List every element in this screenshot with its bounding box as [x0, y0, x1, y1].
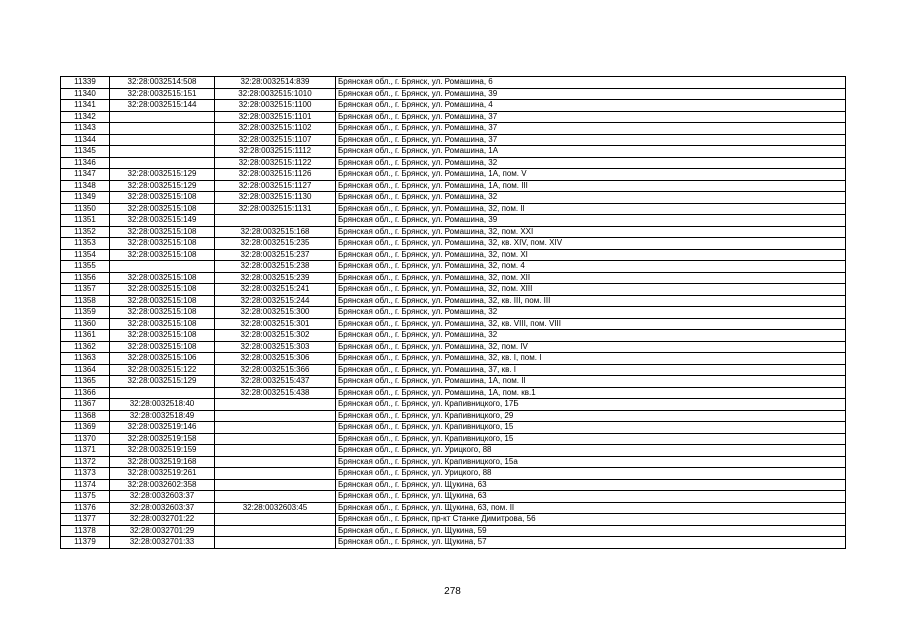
parcel-number-cell: 32:28:0032519:261 — [110, 468, 215, 480]
table-row — [61, 445, 846, 457]
row-number-cell: 11363 — [61, 353, 110, 365]
table-row — [61, 295, 846, 307]
row-number-cell: 11342 — [61, 111, 110, 123]
object-number-cell — [215, 479, 336, 491]
address-cell: Брянская обл., г. Брянск, ул. Ромашина, 32, кв. XIV, пом. XIV — [336, 238, 846, 250]
row-number-cell: 11347 — [61, 169, 110, 181]
parcel-number-cell: 32:28:0032519:146 — [110, 422, 215, 434]
object-number-cell: 32:28:0032515:235 — [215, 238, 336, 250]
parcel-number-cell: 32:28:0032701:22 — [110, 514, 215, 526]
parcel-number-cell: 32:28:0032515:108 — [110, 203, 215, 215]
row-number-cell: 11352 — [61, 226, 110, 238]
parcel-number-cell: 32:28:0032515:129 — [110, 169, 215, 181]
table-row — [61, 422, 846, 434]
row-number-cell: 11368 — [61, 410, 110, 422]
row-number-cell: 11361 — [61, 330, 110, 342]
object-number-cell — [215, 491, 336, 503]
row-number-cell: 11350 — [61, 203, 110, 215]
row-number-cell: 11376 — [61, 502, 110, 514]
object-number-cell: 32:28:0032515:1130 — [215, 192, 336, 204]
row-number-cell: 11364 — [61, 364, 110, 376]
table-row — [61, 479, 846, 491]
address-cell: Брянская обл., г. Брянск, ул. Ромашина, 39 — [336, 88, 846, 100]
address-cell: Брянская обл., г. Брянск, ул. Щукина, 63 — [336, 491, 846, 503]
parcel-number-cell: 32:28:0032515:151 — [110, 88, 215, 100]
address-cell: Брянская обл., г. Брянск, ул. Ромашина, 32, пом. XIII — [336, 284, 846, 296]
row-number-cell: 11351 — [61, 215, 110, 227]
address-cell: Брянская обл., г. Брянск, ул. Ромашина, 1А, пом. V — [336, 169, 846, 181]
table-row — [61, 100, 846, 112]
object-number-cell: 32:28:0032515:302 — [215, 330, 336, 342]
address-cell: Брянская обл., г. Брянск, ул. Крапивницкого, 29 — [336, 410, 846, 422]
row-number-cell: 11357 — [61, 284, 110, 296]
object-number-cell: 32:28:0032515:437 — [215, 376, 336, 388]
object-number-cell: 32:28:0032515:237 — [215, 249, 336, 261]
address-cell: Брянская обл., г. Брянск, ул. Щукина, 57 — [336, 537, 846, 549]
parcel-number-cell: 32:28:0032515:122 — [110, 364, 215, 376]
address-cell: Брянская обл., г. Брянск, ул. Щукина, 59 — [336, 525, 846, 537]
row-number-cell: 11371 — [61, 445, 110, 457]
object-number-cell: 32:28:0032515:1101 — [215, 111, 336, 123]
parcel-number-cell — [110, 387, 215, 399]
parcel-number-cell — [110, 146, 215, 158]
row-number-cell: 11353 — [61, 238, 110, 250]
row-number-cell: 11346 — [61, 157, 110, 169]
table-row — [61, 123, 846, 135]
address-cell: Брянская обл., г. Брянск, ул. Ромашина, 32, кв. VIII, пом. VIII — [336, 318, 846, 330]
address-cell: Брянская обл., г. Брянск, ул. Ромашина, 32, кв. I, пом. I — [336, 353, 846, 365]
address-cell: Брянская обл., г. Брянск, ул. Ромашина, 1А, пом. II — [336, 376, 846, 388]
parcel-number-cell: 32:28:0032519:158 — [110, 433, 215, 445]
address-cell: Брянская обл., г. Брянск, ул. Щукина, 63 — [336, 479, 846, 491]
address-cell: Брянская обл., г. Брянск, ул. Ромашина, 32, пом. 4 — [336, 261, 846, 273]
table-body — [61, 77, 846, 549]
table-row — [61, 410, 846, 422]
parcel-number-cell: 32:28:0032515:108 — [110, 295, 215, 307]
parcel-number-cell: 32:28:0032515:108 — [110, 238, 215, 250]
address-cell: Брянская обл., г. Брянск, ул. Ромашина, 32, пом. XXI — [336, 226, 846, 238]
table-row — [61, 502, 846, 514]
address-cell: Брянская обл., г. Брянск, ул. Урицкого, 88 — [336, 445, 846, 457]
address-cell: Брянская обл., г. Брянск, ул. Крапивницкого, 15 — [336, 433, 846, 445]
parcel-number-cell: 32:28:0032515:149 — [110, 215, 215, 227]
table-row — [61, 249, 846, 261]
table-row — [61, 272, 846, 284]
parcel-number-cell: 32:28:0032519:168 — [110, 456, 215, 468]
table-row — [61, 318, 846, 330]
object-number-cell: 32:28:0032515:301 — [215, 318, 336, 330]
object-number-cell: 32:28:0032515:1100 — [215, 100, 336, 112]
object-number-cell — [215, 537, 336, 549]
object-number-cell: 32:28:0032515:168 — [215, 226, 336, 238]
address-cell: Брянская обл., г. Брянск, ул. Ромашина, 32, пом. XII — [336, 272, 846, 284]
address-cell: Брянская обл., г. Брянск, ул. Ромашина, 37 — [336, 123, 846, 135]
parcel-number-cell: 32:28:0032603:37 — [110, 502, 215, 514]
address-cell: Брянская обл., г. Брянск, ул. Ромашина, 32 — [336, 157, 846, 169]
table-row — [61, 399, 846, 411]
table-row — [61, 146, 846, 158]
parcel-number-cell: 32:28:0032515:108 — [110, 341, 215, 353]
object-number-cell — [215, 422, 336, 434]
row-number-cell: 11377 — [61, 514, 110, 526]
address-cell: Брянская обл., г. Брянск, ул. Ромашина, 32 — [336, 192, 846, 204]
object-number-cell: 32:28:0032515:1126 — [215, 169, 336, 181]
address-cell: Брянская обл., г. Брянск, ул. Щукина, 63, пом. II — [336, 502, 846, 514]
object-number-cell — [215, 468, 336, 480]
object-number-cell — [215, 514, 336, 526]
parcel-number-cell: 32:28:0032515:129 — [110, 376, 215, 388]
address-cell: Брянская обл., г. Брянск, ул. Крапивницкого, 15а — [336, 456, 846, 468]
row-number-cell: 11356 — [61, 272, 110, 284]
address-cell: Брянская обл., г. Брянск, ул. Ромашина, 1А, пом. III — [336, 180, 846, 192]
row-number-cell: 11372 — [61, 456, 110, 468]
address-cell: Брянская обл., г. Брянск, ул. Ромашина, 32, пом. II — [336, 203, 846, 215]
row-number-cell: 11345 — [61, 146, 110, 158]
address-cell: Брянская обл., г. Брянск, ул. Ромашина, 32, кв. III, пом. III — [336, 295, 846, 307]
address-cell: Брянская обл., г. Брянск, пр-кт Станке Димитрова, 56 — [336, 514, 846, 526]
parcel-number-cell: 32:28:0032515:108 — [110, 284, 215, 296]
row-number-cell: 11354 — [61, 249, 110, 261]
object-number-cell — [215, 445, 336, 457]
parcel-number-cell: 32:28:0032515:108 — [110, 226, 215, 238]
table-row — [61, 134, 846, 146]
row-number-cell: 11365 — [61, 376, 110, 388]
object-number-cell: 32:28:0032515:239 — [215, 272, 336, 284]
table-row — [61, 537, 846, 549]
row-number-cell: 11379 — [61, 537, 110, 549]
parcel-number-cell: 32:28:0032602:358 — [110, 479, 215, 491]
row-number-cell: 11343 — [61, 123, 110, 135]
table-row — [61, 157, 846, 169]
parcel-number-cell — [110, 261, 215, 273]
object-number-cell: 32:28:0032515:241 — [215, 284, 336, 296]
parcel-number-cell — [110, 123, 215, 135]
row-number-cell: 11373 — [61, 468, 110, 480]
table-row — [61, 203, 846, 215]
table-row — [61, 226, 846, 238]
parcel-number-cell: 32:28:0032514:508 — [110, 77, 215, 89]
address-cell: Брянская обл., г. Брянск, ул. Ромашина, 1А, пом. кв.1 — [336, 387, 846, 399]
parcel-number-cell: 32:28:0032518:40 — [110, 399, 215, 411]
parcel-number-cell: 32:28:0032701:29 — [110, 525, 215, 537]
parcel-number-cell — [110, 134, 215, 146]
row-number-cell: 11359 — [61, 307, 110, 319]
table-row — [61, 341, 846, 353]
object-number-cell: 32:28:0032515:1102 — [215, 123, 336, 135]
address-cell: Брянская обл., г. Брянск, ул. Ромашина, 32 — [336, 307, 846, 319]
row-number-cell: 11360 — [61, 318, 110, 330]
address-cell: Брянская обл., г. Брянск, ул. Крапивницкого, 15 — [336, 422, 846, 434]
object-number-cell: 32:28:0032515:303 — [215, 341, 336, 353]
table-row — [61, 215, 846, 227]
object-number-cell — [215, 399, 336, 411]
parcel-number-cell: 32:28:0032515:108 — [110, 192, 215, 204]
address-cell: Брянская обл., г. Брянск, ул. Крапивницкого, 17Б — [336, 399, 846, 411]
row-number-cell: 11355 — [61, 261, 110, 273]
parcel-number-cell: 32:28:0032515:106 — [110, 353, 215, 365]
object-number-cell: 32:28:0032515:438 — [215, 387, 336, 399]
table-row — [61, 307, 846, 319]
object-number-cell — [215, 525, 336, 537]
parcel-number-cell: 32:28:0032515:108 — [110, 330, 215, 342]
address-cell: Брянская обл., г. Брянск, ул. Ромашина, 6 — [336, 77, 846, 89]
row-number-cell: 11344 — [61, 134, 110, 146]
object-number-cell: 32:28:0032515:238 — [215, 261, 336, 273]
cadastral-register-table — [60, 76, 846, 549]
row-number-cell: 11366 — [61, 387, 110, 399]
object-number-cell: 32:28:0032515:306 — [215, 353, 336, 365]
parcel-number-cell: 32:28:0032519:159 — [110, 445, 215, 457]
table-row — [61, 261, 846, 273]
address-cell: Брянская обл., г. Брянск, ул. Ромашина, 37, кв. I — [336, 364, 846, 376]
object-number-cell: 32:28:0032515:366 — [215, 364, 336, 376]
object-number-cell: 32:28:0032515:1131 — [215, 203, 336, 215]
page-number: 278 — [444, 586, 461, 597]
object-number-cell: 32:28:0032515:1122 — [215, 157, 336, 169]
table-row — [61, 514, 846, 526]
address-cell: Брянская обл., г. Брянск, ул. Ромашина, 32 — [336, 330, 846, 342]
table-row — [61, 88, 846, 100]
table-row — [61, 456, 846, 468]
row-number-cell: 11362 — [61, 341, 110, 353]
object-number-cell: 32:28:0032515:1010 — [215, 88, 336, 100]
parcel-number-cell: 32:28:0032603:37 — [110, 491, 215, 503]
row-number-cell: 11339 — [61, 77, 110, 89]
table-row — [61, 284, 846, 296]
table-row — [61, 192, 846, 204]
address-cell: Брянская обл., г. Брянск, ул. Ромашина, 1А — [336, 146, 846, 158]
table-row — [61, 387, 846, 399]
object-number-cell: 32:28:0032515:1107 — [215, 134, 336, 146]
parcel-number-cell: 32:28:0032515:108 — [110, 307, 215, 319]
address-cell: Брянская обл., г. Брянск, ул. Ромашина, 32, пом. XI — [336, 249, 846, 261]
parcel-number-cell — [110, 157, 215, 169]
address-cell: Брянская обл., г. Брянск, ул. Ромашина, 37 — [336, 134, 846, 146]
table-row — [61, 468, 846, 480]
parcel-number-cell: 32:28:0032701:33 — [110, 537, 215, 549]
address-cell: Брянская обл., г. Брянск, ул. Ромашина, 4 — [336, 100, 846, 112]
table-row — [61, 180, 846, 192]
table-row — [61, 330, 846, 342]
parcel-number-cell: 32:28:0032518:49 — [110, 410, 215, 422]
row-number-cell: 11370 — [61, 433, 110, 445]
parcel-number-cell: 32:28:0032515:129 — [110, 180, 215, 192]
address-cell: Брянская обл., г. Брянск, ул. Ромашина, 39 — [336, 215, 846, 227]
table-row — [61, 364, 846, 376]
parcel-number-cell: 32:28:0032515:144 — [110, 100, 215, 112]
object-number-cell: 32:28:0032603:45 — [215, 502, 336, 514]
object-number-cell — [215, 456, 336, 468]
object-number-cell: 32:28:0032515:244 — [215, 295, 336, 307]
object-number-cell — [215, 433, 336, 445]
address-cell: Брянская обл., г. Брянск, ул. Ромашина, 37 — [336, 111, 846, 123]
table-row — [61, 353, 846, 365]
table-row — [61, 491, 846, 503]
row-number-cell: 11367 — [61, 399, 110, 411]
object-number-cell: 32:28:0032514:839 — [215, 77, 336, 89]
row-number-cell: 11349 — [61, 192, 110, 204]
row-number-cell: 11378 — [61, 525, 110, 537]
table-row — [61, 169, 846, 181]
table-row — [61, 376, 846, 388]
row-number-cell: 11340 — [61, 88, 110, 100]
table-row — [61, 525, 846, 537]
table-row — [61, 77, 846, 89]
object-number-cell — [215, 215, 336, 227]
row-number-cell: 11348 — [61, 180, 110, 192]
table-row — [61, 238, 846, 250]
row-number-cell: 11341 — [61, 100, 110, 112]
parcel-number-cell — [110, 111, 215, 123]
parcel-number-cell: 32:28:0032515:108 — [110, 249, 215, 261]
object-number-cell: 32:28:0032515:1127 — [215, 180, 336, 192]
table-row — [61, 433, 846, 445]
row-number-cell: 11358 — [61, 295, 110, 307]
table-row — [61, 111, 846, 123]
parcel-number-cell: 32:28:0032515:108 — [110, 272, 215, 284]
object-number-cell — [215, 410, 336, 422]
row-number-cell: 11375 — [61, 491, 110, 503]
address-cell: Брянская обл., г. Брянск, ул. Урицкого, 88 — [336, 468, 846, 480]
object-number-cell: 32:28:0032515:300 — [215, 307, 336, 319]
row-number-cell: 11369 — [61, 422, 110, 434]
address-cell: Брянская обл., г. Брянск, ул. Ромашина, 32, пом. IV — [336, 341, 846, 353]
object-number-cell: 32:28:0032515:1112 — [215, 146, 336, 158]
parcel-number-cell: 32:28:0032515:108 — [110, 318, 215, 330]
row-number-cell: 11374 — [61, 479, 110, 491]
